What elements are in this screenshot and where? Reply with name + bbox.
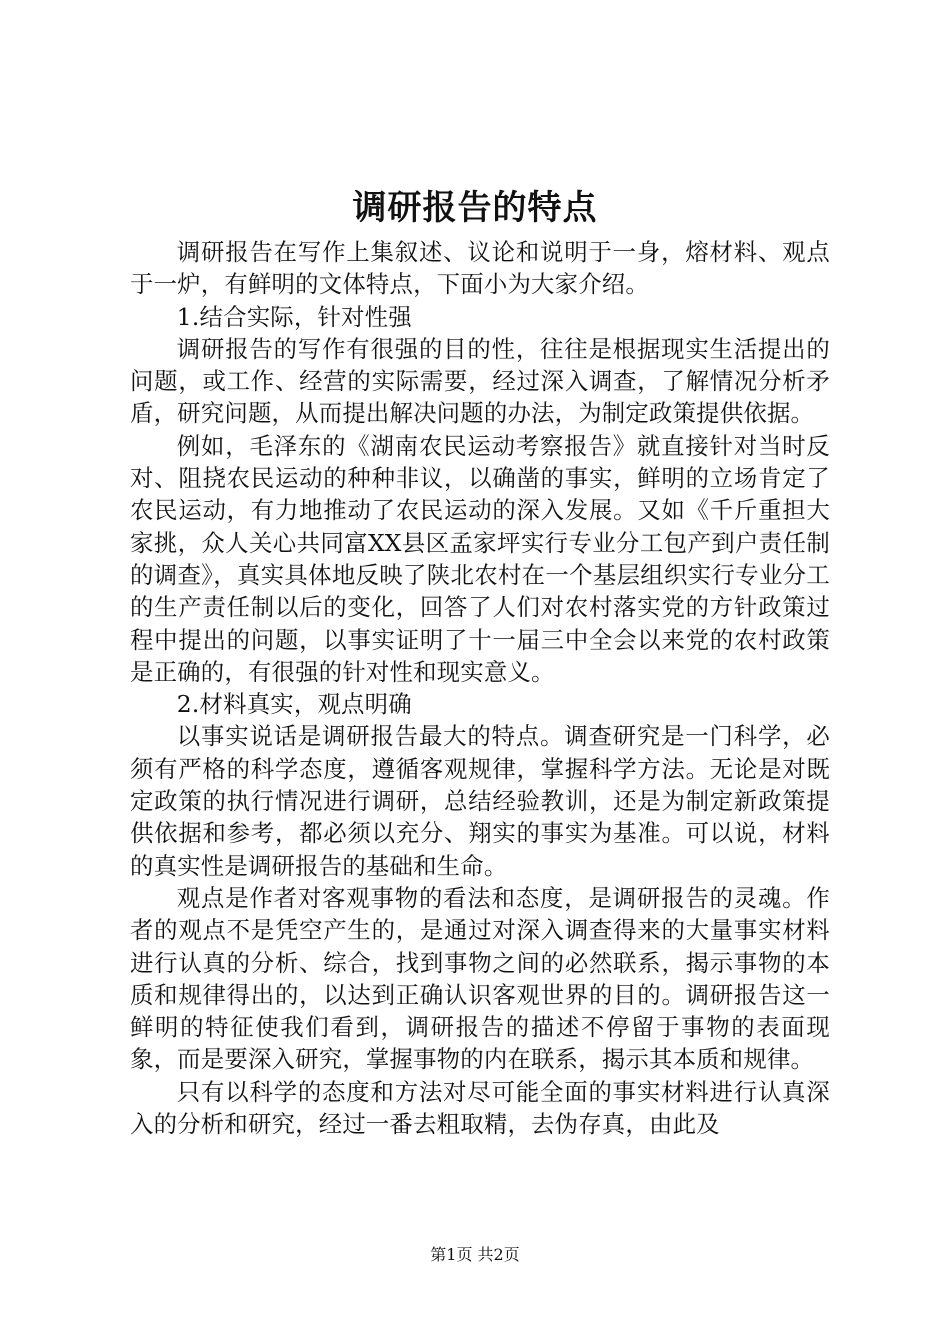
paragraph-purpose: 调研报告的写作有很强的目的性，往往是根据现实生活提出的问题，或工作、经营的实际需要，经过深入调查，了解情况分析矛盾，研究问题，从而提出解决问题的办法，为制定政策提供依据。: [130, 334, 830, 428]
document-body: [130, 236, 830, 1140]
paragraph-example: 例如，毛泽东的《湖南农民运动考察报告》就直接针对当时反对、阻挠农民运动的种种非议，以确凿的事实，鲜明的立场肯定了农民运动，有力地推动了农民运动的深入发展。又如《千斤重担大家挑，众人关心共同富XX县区孟家坪实行专业分工包产到户责任制的调查》，真实具体地反映了陕北农村在一个基层组织实行专业分工的生产责任制以后的变化，回答了人们对农村落实党的方针政策过程中提出的问题，以事实证明了十一届三中全会以来党的农村政策是正确的，有很强的针对性和现实意义。: [130, 431, 830, 686]
paragraph-intro: 调研报告在写作上集叙述、议论和说明于一身，熔材料、观点于一炉，有鲜明的文体特点，下面小为大家介绍。: [130, 238, 830, 299]
document-title: 调研报告的特点: [352, 188, 598, 228]
paragraph-viewpoint: 观点是作者对客观事物的看法和态度，是调研报告的灵魂。作者的观点不是凭空产生的，是通过对深入调查得来的大量事实材料进行认真的分析、综合，找到事物之间的必然联系，揭示事物的本质和规律得出的，以达到正确认识客观世界的目的。调研报告这一鲜明的特征使我们看到，调研报告的描述不停留于事物的表面现象，而是要深入研究，掌握事物的内在联系，揭示其本质和规律。: [130, 883, 830, 1074]
paragraph-facts: 以事实说话是调研报告最大的特点。调查研究是一门科学，必须有严格的科学态度，遵循客观规律，掌握科学方法。无论是对既定政策的执行情况进行调研，总结经验教训，还是为制定新政策提供依据和参考，都必须以充分、翔实的事实为基准。可以说，材料的真实性是调研报告的基础和生命。: [130, 722, 830, 880]
paragraph-method: 只有以科学的态度和方法对尽可能全面的事实材料进行认真深入的分析和研究，经过一番去粗取精，去伪存真，由此及: [130, 1077, 830, 1139]
section-heading-1: 1.结合实际，针对性强: [176, 302, 412, 331]
section-heading-2: 2.材料真实，观点明确: [176, 690, 412, 719]
page-footer: 第1页 共2页: [430, 1245, 520, 1264]
